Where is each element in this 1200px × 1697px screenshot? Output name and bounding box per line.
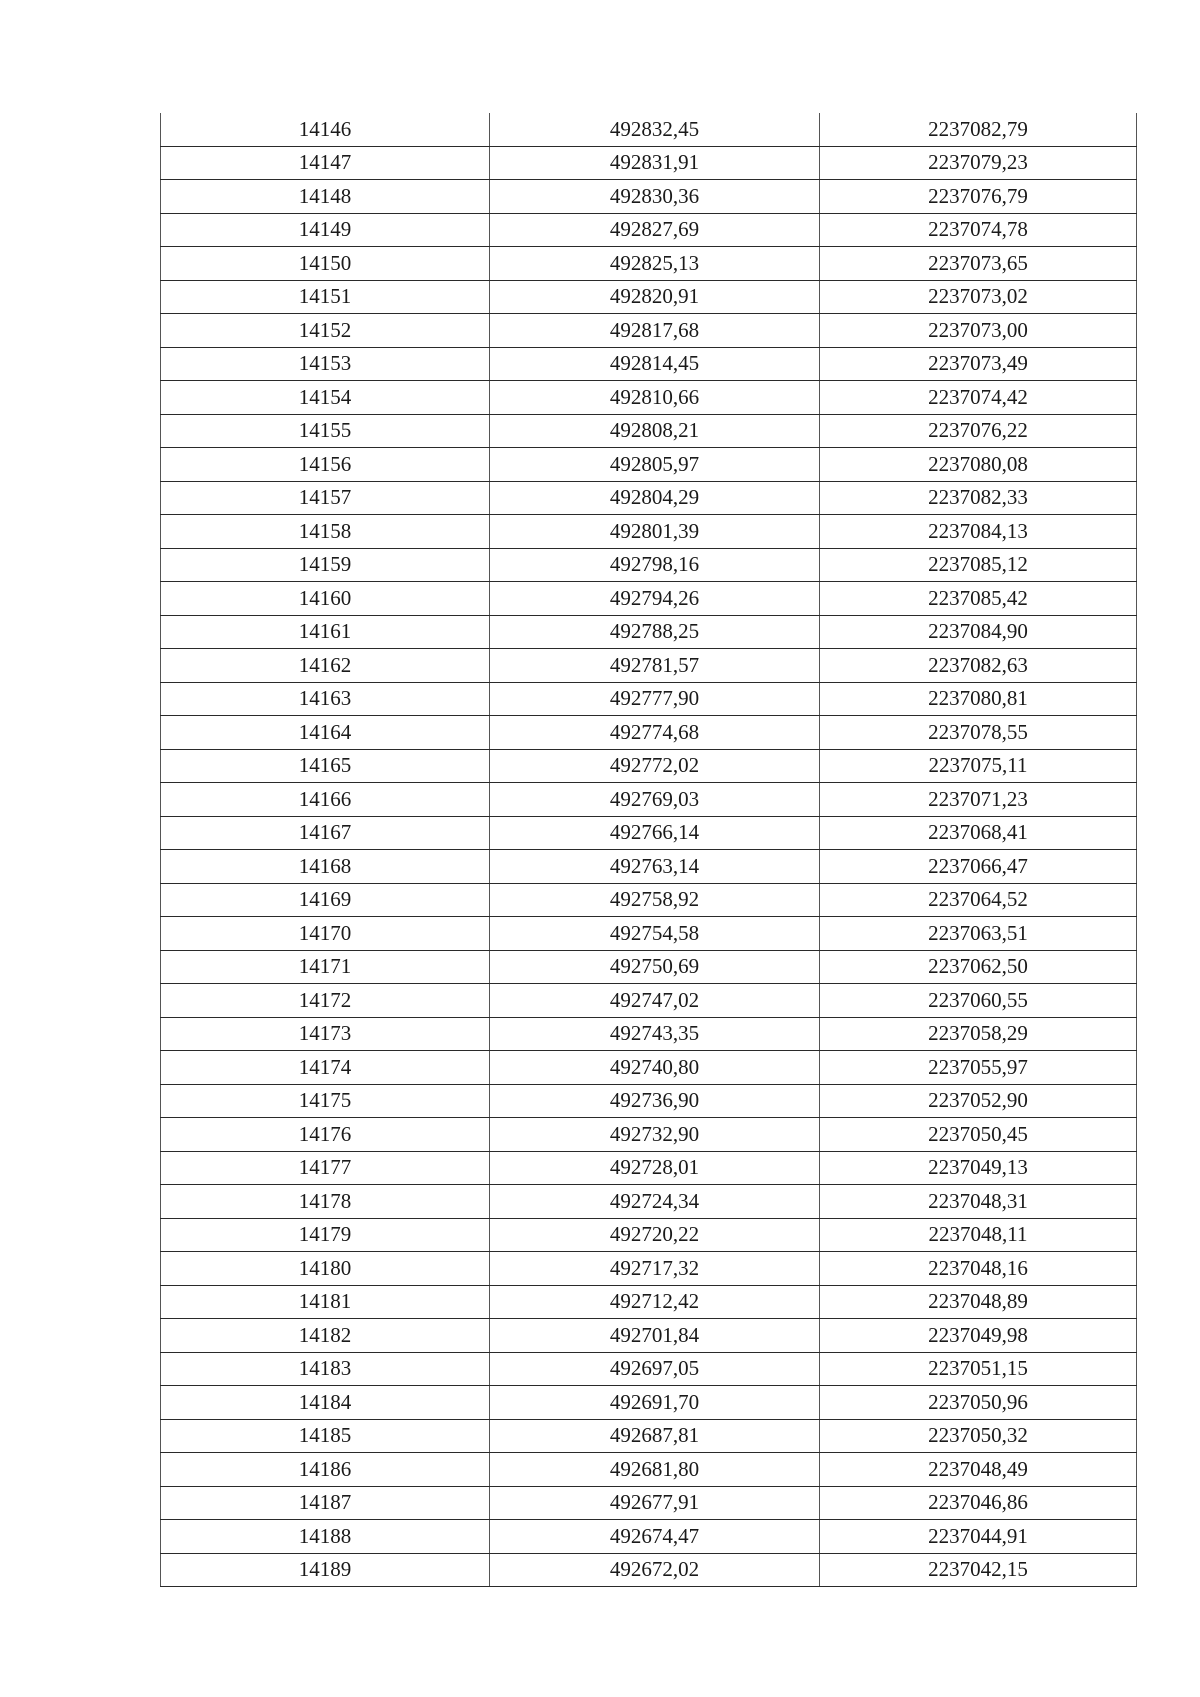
x-coordinate-cell: 492740,80: [490, 1051, 820, 1085]
point-number-cell: 14151: [161, 280, 490, 314]
point-number-cell: 14187: [161, 1486, 490, 1520]
x-coordinate-cell: 492810,66: [490, 381, 820, 415]
point-number-cell: 14188: [161, 1520, 490, 1554]
point-number-cell: 14147: [161, 146, 490, 180]
table-row: [161, 146, 1137, 180]
y-coordinate-cell: 2237082,33: [820, 481, 1137, 515]
table-row: [161, 414, 1137, 448]
point-number-cell: 14178: [161, 1185, 490, 1219]
y-coordinate-cell: 2237073,65: [820, 247, 1137, 281]
point-number-cell: 14157: [161, 481, 490, 515]
table-row: [161, 883, 1137, 917]
point-number-cell: 14173: [161, 1017, 490, 1051]
point-number-cell: 14156: [161, 448, 490, 482]
x-coordinate-cell: 492798,16: [490, 548, 820, 582]
point-number-cell: 14182: [161, 1319, 490, 1353]
point-number-cell: 14162: [161, 649, 490, 683]
y-coordinate-cell: 2237050,96: [820, 1386, 1137, 1420]
y-coordinate-cell: 2237073,49: [820, 347, 1137, 381]
table-row: [161, 1486, 1137, 1520]
point-number-cell: 14168: [161, 850, 490, 884]
x-coordinate-cell: 492825,13: [490, 247, 820, 281]
point-number-cell: 14186: [161, 1453, 490, 1487]
y-coordinate-cell: 2237074,78: [820, 213, 1137, 247]
point-number-cell: 14146: [161, 113, 490, 146]
y-coordinate-cell: 2237085,12: [820, 548, 1137, 582]
point-number-cell: 14185: [161, 1419, 490, 1453]
table-row: [161, 1084, 1137, 1118]
y-coordinate-cell: 2237042,15: [820, 1553, 1137, 1587]
point-number-cell: 14161: [161, 615, 490, 649]
table-row: [161, 582, 1137, 616]
table-row: [161, 548, 1137, 582]
y-coordinate-cell: 2237076,79: [820, 180, 1137, 214]
x-coordinate-cell: 492750,69: [490, 950, 820, 984]
table-row: [161, 716, 1137, 750]
point-number-cell: 14153: [161, 347, 490, 381]
table-row: [161, 1352, 1137, 1386]
table-row: [161, 1520, 1137, 1554]
x-coordinate-cell: 492720,22: [490, 1218, 820, 1252]
table-row: [161, 381, 1137, 415]
point-number-cell: 14175: [161, 1084, 490, 1118]
point-number-cell: 14180: [161, 1252, 490, 1286]
x-coordinate-cell: 492717,32: [490, 1252, 820, 1286]
x-coordinate-cell: 492728,01: [490, 1151, 820, 1185]
x-coordinate-cell: 492758,92: [490, 883, 820, 917]
y-coordinate-cell: 2237068,41: [820, 816, 1137, 850]
table-row: [161, 280, 1137, 314]
table-row: [161, 314, 1137, 348]
y-coordinate-cell: 2237062,50: [820, 950, 1137, 984]
point-number-cell: 14169: [161, 883, 490, 917]
table-row: [161, 749, 1137, 783]
point-number-cell: 14155: [161, 414, 490, 448]
point-number-cell: 14170: [161, 917, 490, 951]
point-number-cell: 14164: [161, 716, 490, 750]
x-coordinate-cell: 492712,42: [490, 1285, 820, 1319]
table-row: [161, 1285, 1137, 1319]
x-coordinate-cell: 492681,80: [490, 1453, 820, 1487]
y-coordinate-cell: 2237048,16: [820, 1252, 1137, 1286]
table-row: [161, 1453, 1137, 1487]
x-coordinate-cell: 492697,05: [490, 1352, 820, 1386]
table-row: [161, 1118, 1137, 1152]
y-coordinate-cell: 2237055,97: [820, 1051, 1137, 1085]
x-coordinate-cell: 492781,57: [490, 649, 820, 683]
x-coordinate-cell: 492801,39: [490, 515, 820, 549]
y-coordinate-cell: 2237075,11: [820, 749, 1137, 783]
table-row: [161, 615, 1137, 649]
point-number-cell: 14149: [161, 213, 490, 247]
y-coordinate-cell: 2237071,23: [820, 783, 1137, 817]
y-coordinate-cell: 2237048,11: [820, 1218, 1137, 1252]
table-row: [161, 950, 1137, 984]
y-coordinate-cell: 2237048,49: [820, 1453, 1137, 1487]
x-coordinate-cell: 492672,02: [490, 1553, 820, 1587]
point-number-cell: 14189: [161, 1553, 490, 1587]
point-number-cell: 14159: [161, 548, 490, 582]
y-coordinate-cell: 2237080,08: [820, 448, 1137, 482]
x-coordinate-cell: 492820,91: [490, 280, 820, 314]
point-number-cell: 14171: [161, 950, 490, 984]
table-row: [161, 816, 1137, 850]
y-coordinate-cell: 2237050,45: [820, 1118, 1137, 1152]
x-coordinate-cell: 492794,26: [490, 582, 820, 616]
point-number-cell: 14183: [161, 1352, 490, 1386]
point-number-cell: 14181: [161, 1285, 490, 1319]
x-coordinate-cell: 492774,68: [490, 716, 820, 750]
table-row: [161, 1185, 1137, 1219]
y-coordinate-cell: 2237084,13: [820, 515, 1137, 549]
x-coordinate-cell: 492724,34: [490, 1185, 820, 1219]
x-coordinate-cell: 492736,90: [490, 1084, 820, 1118]
x-coordinate-cell: 492804,29: [490, 481, 820, 515]
table-row: [161, 515, 1137, 549]
y-coordinate-cell: 2237044,91: [820, 1520, 1137, 1554]
point-number-cell: 14150: [161, 247, 490, 281]
x-coordinate-cell: 492788,25: [490, 615, 820, 649]
table-row: [161, 682, 1137, 716]
y-coordinate-cell: 2237082,63: [820, 649, 1137, 683]
y-coordinate-cell: 2237079,23: [820, 146, 1137, 180]
y-coordinate-cell: 2237049,98: [820, 1319, 1137, 1353]
table-row: [161, 1419, 1137, 1453]
y-coordinate-cell: 2237051,15: [820, 1352, 1137, 1386]
y-coordinate-cell: 2237064,52: [820, 883, 1137, 917]
table-row: [161, 1218, 1137, 1252]
table-row: [161, 1051, 1137, 1085]
y-coordinate-cell: 2237073,02: [820, 280, 1137, 314]
x-coordinate-cell: 492814,45: [490, 347, 820, 381]
table-row: [161, 649, 1137, 683]
x-coordinate-cell: 492677,91: [490, 1486, 820, 1520]
table-row: [161, 1151, 1137, 1185]
y-coordinate-cell: 2237052,90: [820, 1084, 1137, 1118]
table-row: [161, 1017, 1137, 1051]
point-number-cell: 14154: [161, 381, 490, 415]
x-coordinate-cell: 492777,90: [490, 682, 820, 716]
point-number-cell: 14163: [161, 682, 490, 716]
y-coordinate-cell: 2237050,32: [820, 1419, 1137, 1453]
x-coordinate-cell: 492701,84: [490, 1319, 820, 1353]
table-row: [161, 1386, 1137, 1420]
point-number-cell: 14184: [161, 1386, 490, 1420]
y-coordinate-cell: 2237082,79: [820, 113, 1137, 146]
y-coordinate-cell: 2237078,55: [820, 716, 1137, 750]
table-row: [161, 1319, 1137, 1353]
table-row: [161, 850, 1137, 884]
x-coordinate-cell: 492732,90: [490, 1118, 820, 1152]
y-coordinate-cell: 2237048,89: [820, 1285, 1137, 1319]
table-row: [161, 113, 1137, 146]
y-coordinate-cell: 2237084,90: [820, 615, 1137, 649]
point-number-cell: 14148: [161, 180, 490, 214]
point-number-cell: 14174: [161, 1051, 490, 1085]
y-coordinate-cell: 2237085,42: [820, 582, 1137, 616]
x-coordinate-cell: 492743,35: [490, 1017, 820, 1051]
y-coordinate-cell: 2237066,47: [820, 850, 1137, 884]
y-coordinate-cell: 2237060,55: [820, 984, 1137, 1018]
point-number-cell: 14152: [161, 314, 490, 348]
x-coordinate-cell: 492766,14: [490, 816, 820, 850]
y-coordinate-cell: 2237049,13: [820, 1151, 1137, 1185]
y-coordinate-cell: 2237080,81: [820, 682, 1137, 716]
x-coordinate-cell: 492769,03: [490, 783, 820, 817]
y-coordinate-cell: 2237076,22: [820, 414, 1137, 448]
point-number-cell: 14160: [161, 582, 490, 616]
x-coordinate-cell: 492763,14: [490, 850, 820, 884]
x-coordinate-cell: 492831,91: [490, 146, 820, 180]
y-coordinate-cell: 2237063,51: [820, 917, 1137, 951]
table-row: [161, 984, 1137, 1018]
table-row: [161, 783, 1137, 817]
y-coordinate-cell: 2237058,29: [820, 1017, 1137, 1051]
x-coordinate-cell: 492805,97: [490, 448, 820, 482]
x-coordinate-cell: 492832,45: [490, 113, 820, 146]
table-row: [161, 917, 1137, 951]
table-row: [161, 247, 1137, 281]
table-row: [161, 180, 1137, 214]
y-coordinate-cell: 2237073,00: [820, 314, 1137, 348]
x-coordinate-cell: 492747,02: [490, 984, 820, 1018]
point-number-cell: 14165: [161, 749, 490, 783]
y-coordinate-cell: 2237074,42: [820, 381, 1137, 415]
table-row: [161, 213, 1137, 247]
table-row: [161, 347, 1137, 381]
table-row: [161, 1553, 1137, 1587]
point-number-cell: 14179: [161, 1218, 490, 1252]
coordinates-table-body: [161, 113, 1137, 1587]
table-row: [161, 481, 1137, 515]
x-coordinate-cell: 492830,36: [490, 180, 820, 214]
x-coordinate-cell: 492754,58: [490, 917, 820, 951]
point-number-cell: 14172: [161, 984, 490, 1018]
x-coordinate-cell: 492691,70: [490, 1386, 820, 1420]
point-number-cell: 14177: [161, 1151, 490, 1185]
table-row: [161, 448, 1137, 482]
point-number-cell: 14166: [161, 783, 490, 817]
point-number-cell: 14176: [161, 1118, 490, 1152]
x-coordinate-cell: 492674,47: [490, 1520, 820, 1554]
x-coordinate-cell: 492687,81: [490, 1419, 820, 1453]
table-row: [161, 1252, 1137, 1286]
x-coordinate-cell: 492817,68: [490, 314, 820, 348]
x-coordinate-cell: 492827,69: [490, 213, 820, 247]
point-number-cell: 14158: [161, 515, 490, 549]
y-coordinate-cell: 2237048,31: [820, 1185, 1137, 1219]
y-coordinate-cell: 2237046,86: [820, 1486, 1137, 1520]
x-coordinate-cell: 492808,21: [490, 414, 820, 448]
point-number-cell: 14167: [161, 816, 490, 850]
coordinates-table: [160, 113, 1137, 1587]
x-coordinate-cell: 492772,02: [490, 749, 820, 783]
